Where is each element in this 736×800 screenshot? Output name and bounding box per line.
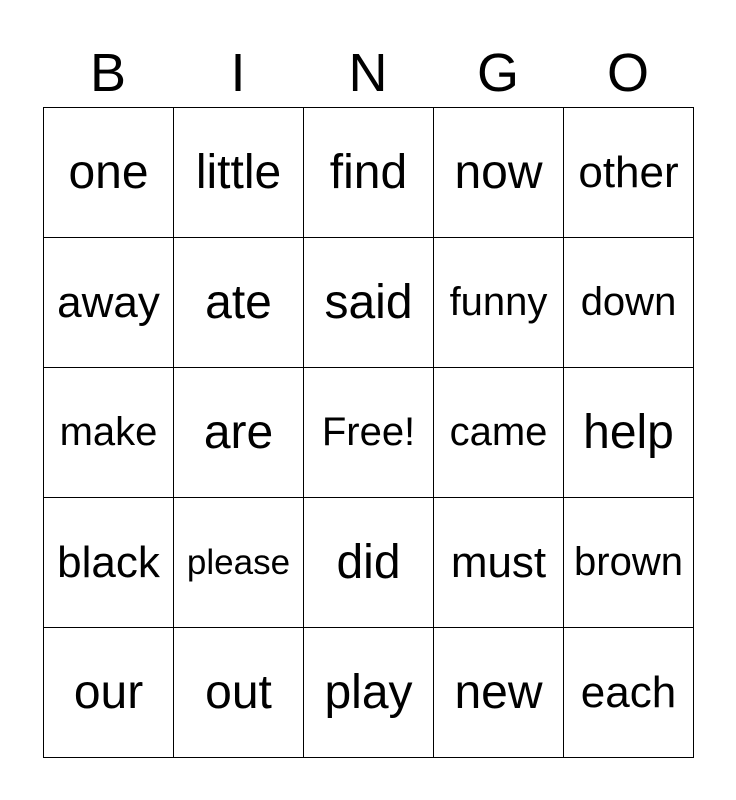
bingo-cell[interactable]: came <box>434 368 564 498</box>
bingo-cell[interactable]: out <box>174 628 304 758</box>
bingo-cell[interactable]: other <box>564 108 694 238</box>
bingo-cell[interactable]: are <box>174 368 304 498</box>
bingo-cell[interactable]: play <box>304 628 434 758</box>
bingo-cell[interactable]: our <box>44 628 174 758</box>
bingo-cell[interactable]: now <box>434 108 564 238</box>
bingo-cell[interactable]: down <box>564 238 694 368</box>
header-letter-o: O <box>606 43 649 103</box>
bingo-cell[interactable]: away <box>44 238 174 368</box>
bingo-cell[interactable]: new <box>434 628 564 758</box>
bingo-cell[interactable]: ate <box>174 238 304 368</box>
bingo-cell[interactable]: black <box>44 498 174 628</box>
bingo-cell[interactable]: find <box>304 108 434 238</box>
header-letter-g: G <box>476 43 519 103</box>
header-letter-b: B <box>89 43 127 103</box>
bingo-cell[interactable]: little <box>174 108 304 238</box>
header-letter-i: I <box>230 43 246 103</box>
bingo-header <box>43 40 693 106</box>
bingo-cell[interactable]: each <box>564 628 694 758</box>
free-space-cell[interactable]: Free! <box>304 368 434 498</box>
bingo-cell[interactable]: one <box>44 108 174 238</box>
bingo-cell[interactable]: must <box>434 498 564 628</box>
header-letter-n: N <box>348 43 388 103</box>
bingo-grid <box>43 107 694 758</box>
bingo-cell[interactable]: did <box>304 498 434 628</box>
bingo-cell[interactable]: funny <box>434 238 564 368</box>
bingo-cell[interactable]: please <box>174 498 304 628</box>
bingo-cell[interactable]: help <box>564 368 694 498</box>
bingo-cell[interactable]: brown <box>564 498 694 628</box>
bingo-cell[interactable]: said <box>304 238 434 368</box>
bingo-cell[interactable]: make <box>44 368 174 498</box>
